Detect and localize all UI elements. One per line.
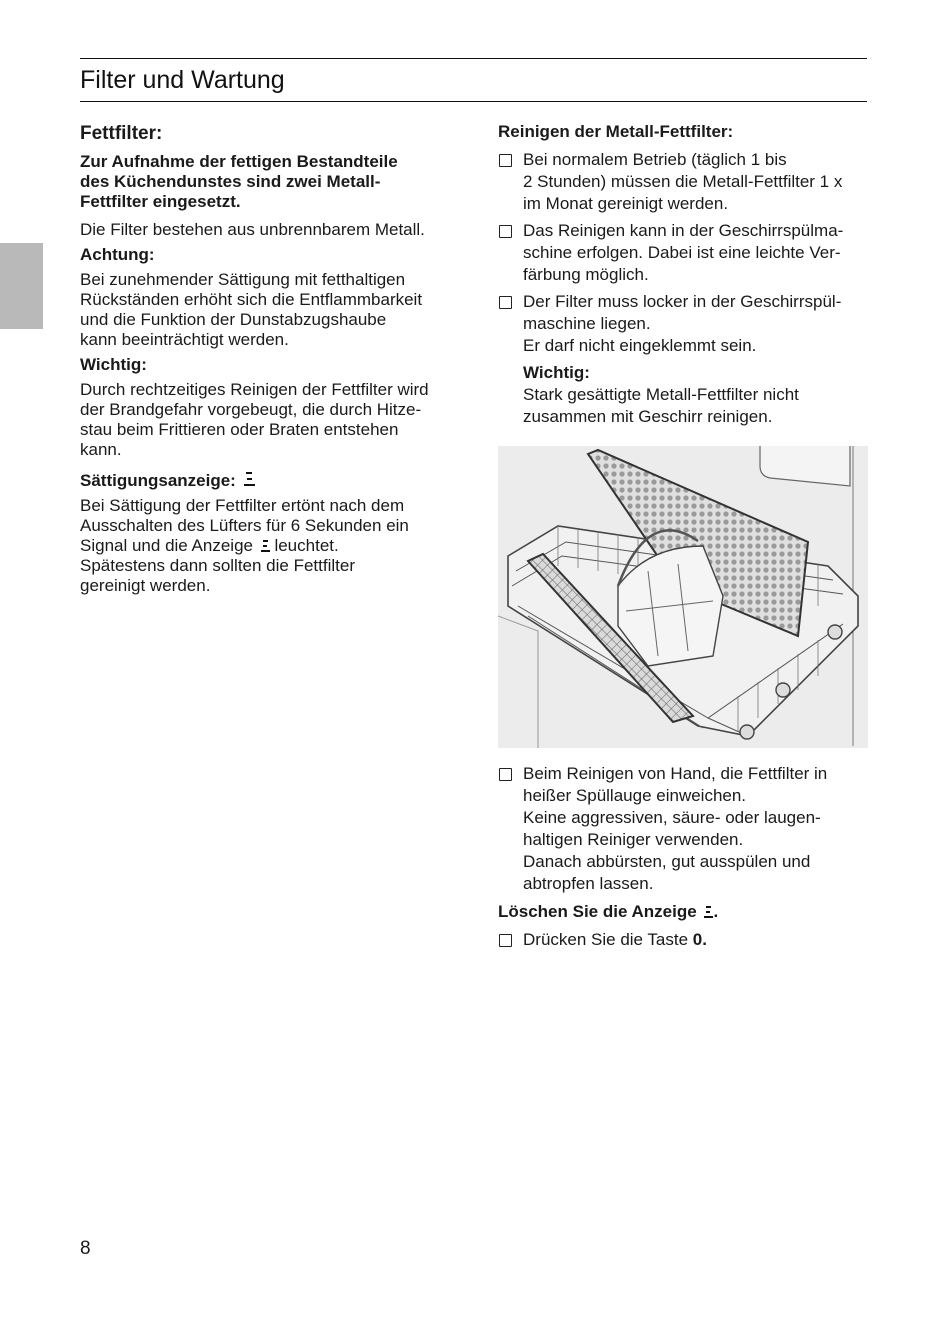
saturation-indicator-icon [704, 906, 713, 918]
checkbox-bullet-icon [499, 768, 512, 781]
top-rule [80, 58, 867, 59]
saettigungsanzeige-heading: Sättigungsanzeige: [80, 471, 475, 491]
page-number: 8 [80, 1238, 91, 1259]
saturation-indicator-icon [261, 540, 270, 552]
list-item: Das Reinigen kann in der Geschirrspülma- schine erfolgen. Dabei ist eine leichte Ver- färbung möglich. [498, 220, 878, 286]
dishwasher-filter-illustration [498, 446, 868, 748]
side-tab-marker [0, 243, 43, 329]
list-item: Bei normalem Betrieb (täglich 1 bis 2 Stunden) müssen die Metall-Fettfilter 1 x im Monat gereinigt werden. [498, 149, 878, 215]
right-wichtig: Wichtig: Stark gesättigte Metall-Fettfilter nicht zusammen mit Geschirr reinigen. [523, 363, 799, 426]
saturation-indicator-icon [244, 472, 255, 487]
wichtig-label: Wichtig: [80, 355, 147, 374]
title-underline [80, 101, 867, 102]
list-item: Der Filter muss locker in der Geschirrspül- maschine liegen. Er darf nicht eingeklemmt sein. [498, 291, 878, 357]
checkbox-bullet-icon [499, 934, 512, 947]
checkbox-bullet-icon [499, 154, 512, 167]
reinigen-heading: Reinigen der Metall-Fettfilter: [498, 122, 734, 141]
intro-bold: Zur Aufnahme der fettigen Bestandteile des Küchendunstes sind zwei Metall- Fettfilter eingesetzt. [80, 152, 398, 211]
filter-material-text: Die Filter bestehen aus unbrennbarem Metall. [80, 220, 425, 239]
list-item: Beim Reinigen von Hand, die Fettfilter in heißer Spüllauge einweichen. Keine aggressiven, säure- oder laugen- haltigen Reiniger verwenden. Danach abbürsten, gut ausspülen und abtropfen lassen. [498, 763, 878, 895]
checkbox-bullet-icon [499, 225, 512, 238]
achtung-label: Achtung: [80, 245, 155, 264]
list-item: Drücken Sie die Taste 0. [498, 929, 878, 951]
dishwasher-basket-image [498, 446, 868, 748]
fettfilter-heading: Fettfilter: [80, 123, 163, 144]
saettigung-text: Bei Sättigung der Fettfilter ertönt nach dem Ausschalten des Lüfters für 6 Sekunden ein Signal und die Anzeige leuchtet. Spätestens dann sollten die Fettfilter gereinigt werden. [80, 496, 409, 595]
right-column-lower [498, 763, 878, 951]
right-column [498, 122, 878, 428]
left-column [80, 122, 475, 596]
page-title: Filter und Wartung [80, 66, 285, 94]
checkbox-bullet-icon [499, 296, 512, 309]
key-label: 0. [692, 930, 707, 949]
achtung-text: Bei zunehmender Sättigung mit fetthaltigen Rückständen erhöht sich die Entflammbarkeit und die Funktion der Dunstabzugshaube kann beeinträchtigt werden. [80, 270, 423, 349]
wichtig-text: Durch rechtzeitiges Reinigen der Fettfilter wird der Brandgefahr vorgebeugt, die durch Hitze- stau beim Frittieren oder Braten entstehen kann. [80, 380, 429, 459]
loeschen-heading: Löschen Sie die Anzeige . [498, 902, 719, 921]
